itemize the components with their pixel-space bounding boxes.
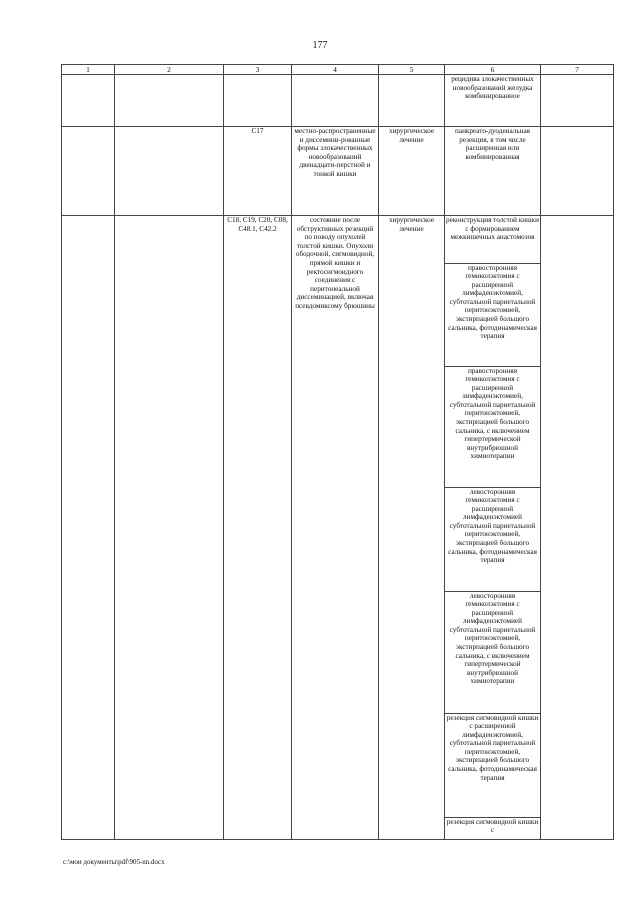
procedure-list [445, 216, 540, 839]
table-row [62, 127, 614, 216]
diagnosis-cell: местно-распространенные и диссемини-рованные формы злокачественных новообразований двенадцати-перстной и тонкой кишки [292, 127, 379, 216]
icd-code-cell: C17 [224, 127, 292, 216]
procedure-item: резекция сигмовидной кишки с [445, 817, 540, 839]
procedure-item: правосторонняя гемиколэктомия с расширенной лимфаденэктомией, субтотальной париетальной перитонэктомией, экстирпацией большого сальника, фотодинамическая терапия [445, 263, 540, 366]
page-number: 177 [312, 40, 328, 51]
header-col-6: 6 [445, 65, 541, 75]
method-cell: рецидива злокачественных новообразований желудка комбинированное [445, 75, 541, 127]
header-col-1: 1 [62, 65, 115, 75]
procedure-item: левосторонняя гемиколэктомия с расширенной лимфаденэктомией субтотальной париетальной перитонэктомией, экстирпацией большого сальника, фотодинамическая терапия [445, 487, 540, 591]
header-col-7: 7 [541, 65, 614, 75]
procedure-item: резекция сигмовидной кишки с расширенной лимфаденэктомией, субтотальной париетальной перитонэктомией, экстирпацией большого сальника, фотодинамическая терапия [445, 713, 540, 817]
procedure-item: левосторонняя гемиколэктомия с расширенной лимфаденэктомией субтотальной париетальной перитонэктомией, экстирпацией большого сальника, с включением гипертермической внутрибрюшной химиотерапии [445, 591, 540, 713]
icd-code-cell: C18, C19, C20, C08, C48.1, C42.2 [224, 216, 292, 840]
header-row [62, 65, 614, 75]
header-col-3: 3 [224, 65, 292, 75]
treatment-type-cell: хирургическое лечение [379, 127, 445, 216]
treatment-type-cell: хирургическое лечение [379, 216, 445, 840]
header-col-5: 5 [379, 65, 445, 75]
procedures-cell [445, 216, 541, 840]
medical-care-table [61, 64, 614, 840]
procedure-item: правосторонняя гемиколэктомия с расширенной лимфаденэктомией, субтотальной париетальной перитонэктомией, экстирпацией большого сальника, с включением гипертермической внутрибрюшной химиотерапии [445, 366, 540, 487]
header-col-2: 2 [115, 65, 224, 75]
table-row [62, 216, 614, 840]
method-cell: панкреато-дуоденальная резекция, в том числе расширенная или комбинированная [445, 127, 541, 216]
procedure-item: реконструкция толстой кишки с формированием межкишечных анастомозов [446, 216, 539, 242]
table-row [62, 75, 614, 127]
file-path-footer: c:\мои документы\pdf\905-nn.docx [63, 858, 165, 866]
diagnosis-cell: состояние после обструктивных резекций по поводу опухолей толстой кишки. Опухоли ободочной, сигмовидной, прямой кишки и ректосигмоидного соединения с перитонеальной диссеминацией, включая псевдомиксому брюшины [292, 216, 379, 840]
header-col-4: 4 [292, 65, 379, 75]
